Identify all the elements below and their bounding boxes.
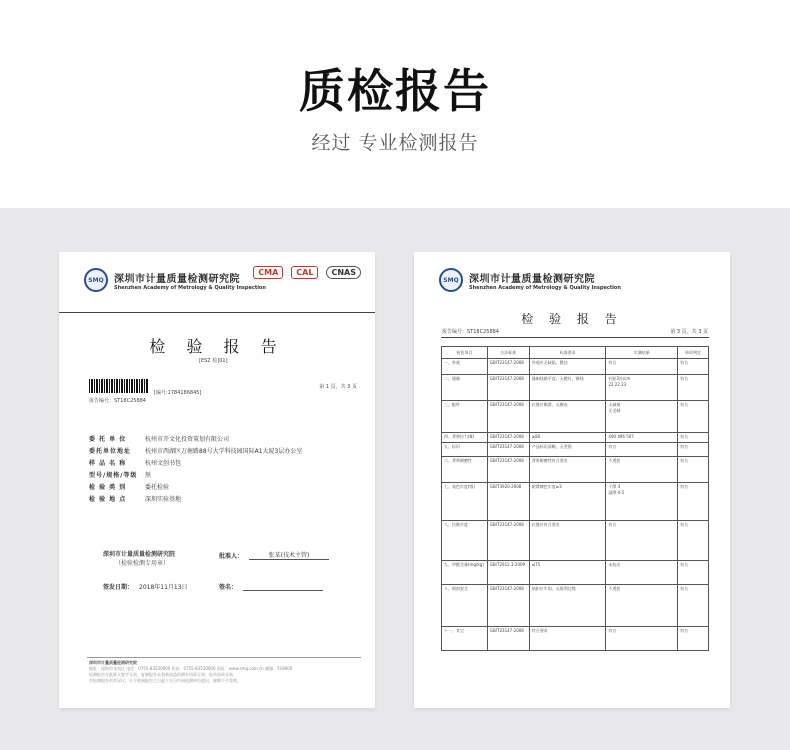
table-cell: 符合 xyxy=(678,433,709,443)
table-row xyxy=(442,401,709,433)
table-cell: 符合 xyxy=(678,483,709,521)
table-cell: GB/T23147-2008 xyxy=(487,375,529,401)
table-cell: 符合 xyxy=(678,443,709,457)
barcode-text: [编号:1784186845] xyxy=(154,390,202,396)
report-title: 检 验 报 告 xyxy=(521,312,623,326)
table-row xyxy=(442,627,709,651)
header-divider xyxy=(441,337,709,338)
table-cell: ≥80 xyxy=(529,433,606,443)
table-cell: 四、背带拉力(N) xyxy=(442,433,488,443)
report-number: [ESZ 检]01] xyxy=(199,358,228,364)
info-row: 检 验 地 点 深圳实验基地 xyxy=(89,496,182,503)
table-cell: 未检出 xyxy=(606,561,678,585)
table-cell: 一、外观 xyxy=(442,359,488,375)
org-name-en: Shenzhen Academy of Metrology & Quality Inspection xyxy=(114,284,266,291)
table-cell: 八、拉链牢度 xyxy=(442,521,488,561)
table-cell: 不透底 xyxy=(606,585,678,627)
approver-row: 批准人： 张某(技术主管) xyxy=(219,550,329,560)
info-row: 样 品 名 称 杭州文创书包 xyxy=(89,460,182,467)
approver-value: 张某(技术主管) xyxy=(249,550,329,560)
info-row: 检 验 类 别 委托检验 xyxy=(89,484,170,491)
barcode xyxy=(89,379,149,393)
table-cell: GB/T23147-2008 xyxy=(487,401,529,433)
table-cell: GB/T23147-2008 xyxy=(487,627,529,651)
column-header: 标准要求 xyxy=(529,347,606,359)
footer-divider xyxy=(87,657,361,658)
table-row xyxy=(442,433,709,443)
page-indicator: 第 1 页，共 3 页 xyxy=(319,384,357,390)
org-name-cn: 深圳市计量质量检测研究院 xyxy=(114,273,240,285)
sign-date-row: 签发日期： 2018年11月13日 xyxy=(103,584,188,591)
table-cell: 二、缝制 xyxy=(442,375,488,401)
table-cell: 拉链应顺滑，无断齿 xyxy=(529,401,606,433)
hero-title: 质检报告 xyxy=(299,64,491,118)
table-cell: 符合 xyxy=(678,561,709,585)
smq-seal-icon: SMQ xyxy=(84,268,108,292)
sign-org-seal: （检验检测专用章） xyxy=(115,560,170,567)
table-row xyxy=(442,443,709,457)
table-cell: 符合要求 xyxy=(529,627,606,651)
footer: 深圳市计量质量检测研究院 地址：深圳市龙岗区 电话：0755-83530000 传真：0755-83530000 网址：www.smq.com.cn 邮编：518000 检测报告无批准人签字无效，复制报告未重新加盖检测专用章无效；报告涂改无效。 对检测报告若有异议，应于收到报告之日起十五日内向检测单位提出，逾期不予受理。 xyxy=(89,660,293,683)
table-cell: 锁扣应牢固，无锐利边缘 xyxy=(529,585,606,627)
table-cell: 背带耐磨性符合要求 xyxy=(529,457,606,483)
table-row xyxy=(442,457,709,483)
table-cell: GB/T23147-2008 xyxy=(487,585,529,627)
org-logo xyxy=(439,268,621,292)
column-header: 单项判定 xyxy=(678,347,709,359)
table-cell: 符合 xyxy=(678,457,709,483)
hero-subtitle: 经过 专业检测报告 xyxy=(311,132,479,154)
table-cell: GB/T3920-2008 xyxy=(487,483,529,521)
table-row xyxy=(442,521,709,561)
report-cover-page xyxy=(59,252,375,708)
table-cell: 490 496 507 xyxy=(606,433,678,443)
table-cell: GB/T23147-2008 xyxy=(487,443,529,457)
table-cell: ≤75 xyxy=(529,561,606,585)
table-cell: 拉链应符合要求 xyxy=(529,521,606,561)
table-cell: 符合 xyxy=(678,521,709,561)
table-cell: 符合 xyxy=(606,359,678,375)
table-cell: 耐摩擦色牢度≥3 xyxy=(529,483,606,521)
table-cell: GB/T23147-2008 xyxy=(487,521,529,561)
table-row xyxy=(442,359,709,375)
table-cell: GB/T23147-2008 xyxy=(487,457,529,483)
column-header: 检验项目 xyxy=(442,347,488,359)
report-number: 报告编号：ST18C25884 xyxy=(442,329,499,335)
table-header-row xyxy=(442,347,709,359)
report-title: 检 验 报 告 xyxy=(149,337,285,356)
cal-mark-icon: CAL xyxy=(291,266,318,279)
org-name-en: Shenzhen Academy of Metrology & Quality Inspection xyxy=(469,284,621,291)
table-cell: 符合 xyxy=(606,443,678,457)
info-row: 委 托 单 位 杭州市开文化投资策划有限公司 xyxy=(89,436,230,443)
org-logo xyxy=(84,268,266,292)
smq-seal-icon: SMQ xyxy=(439,268,463,292)
table-cell: 五、标识 xyxy=(442,443,488,457)
table-cell: 无破损 无毛刺 xyxy=(606,401,678,433)
table-cell: 三、配件 xyxy=(442,401,488,433)
page-indicator: 第 3 页，共 3 页 xyxy=(670,329,708,335)
table-cell: 外观应无缺陷，整洁 xyxy=(529,359,606,375)
table-cell: 缝制线路平直，无跳针，断线 xyxy=(529,375,606,401)
table-cell: 九、甲醛含量(mg/kg) xyxy=(442,561,488,585)
table-row xyxy=(442,585,709,627)
table-cell: 产品标识清晰，无差错 xyxy=(529,443,606,457)
info-row: 委托单位地址 杭州市西湖区万塘路88号大学科技园国际A1大厦3层办公室 xyxy=(89,448,303,455)
table-cell: 符合 xyxy=(606,521,678,561)
table-cell: 十一、其它 xyxy=(442,627,488,651)
table-cell: 七、染色牢度(级) xyxy=(442,483,488,521)
sample-number: 报告编号：ST18C25884 xyxy=(89,398,146,404)
sign-org: 深圳市计量质量检测研究院 xyxy=(103,551,176,558)
header-divider xyxy=(59,312,375,313)
cma-mark-icon: CMA xyxy=(253,266,283,279)
table-cell: 不透底 xyxy=(606,457,678,483)
table-cell: 干摩 4 湿摩 4-5 xyxy=(606,483,678,521)
table-cell: 符合 xyxy=(606,627,678,651)
table-cell: 符合 xyxy=(678,375,709,401)
table-cell: 十、锁扣安全 xyxy=(442,585,488,627)
table-cell: 符合 xyxy=(678,401,709,433)
table-cell: 针距3针/cm 22 22 23 xyxy=(606,375,678,401)
table-cell: 符合 xyxy=(678,585,709,627)
table-cell: GB/T23147-2008 xyxy=(487,359,529,375)
table-cell: GB/T2912.1-2009 xyxy=(487,561,529,585)
table-row xyxy=(442,561,709,585)
org-name-cn: 深圳市计量质量检测研究院 xyxy=(469,273,595,285)
certification-marks xyxy=(253,266,361,279)
table-cell: 六、背带耐磨性 xyxy=(442,457,488,483)
column-header: 实测结果 xyxy=(606,347,678,359)
table-cell: GB/T23147-2008 xyxy=(487,433,529,443)
table-cell: 符合 xyxy=(678,627,709,651)
column-header: 方法标准 xyxy=(487,347,529,359)
results-table xyxy=(441,346,709,651)
table-row xyxy=(442,483,709,521)
signature-row: 签名： xyxy=(219,582,323,591)
table-row xyxy=(442,375,709,401)
info-row: 型号/规格/等级 無 xyxy=(89,472,152,479)
table-cell: 符合 xyxy=(678,359,709,375)
report-results-page xyxy=(414,252,730,708)
cnas-mark-icon: CNAS xyxy=(326,266,361,279)
